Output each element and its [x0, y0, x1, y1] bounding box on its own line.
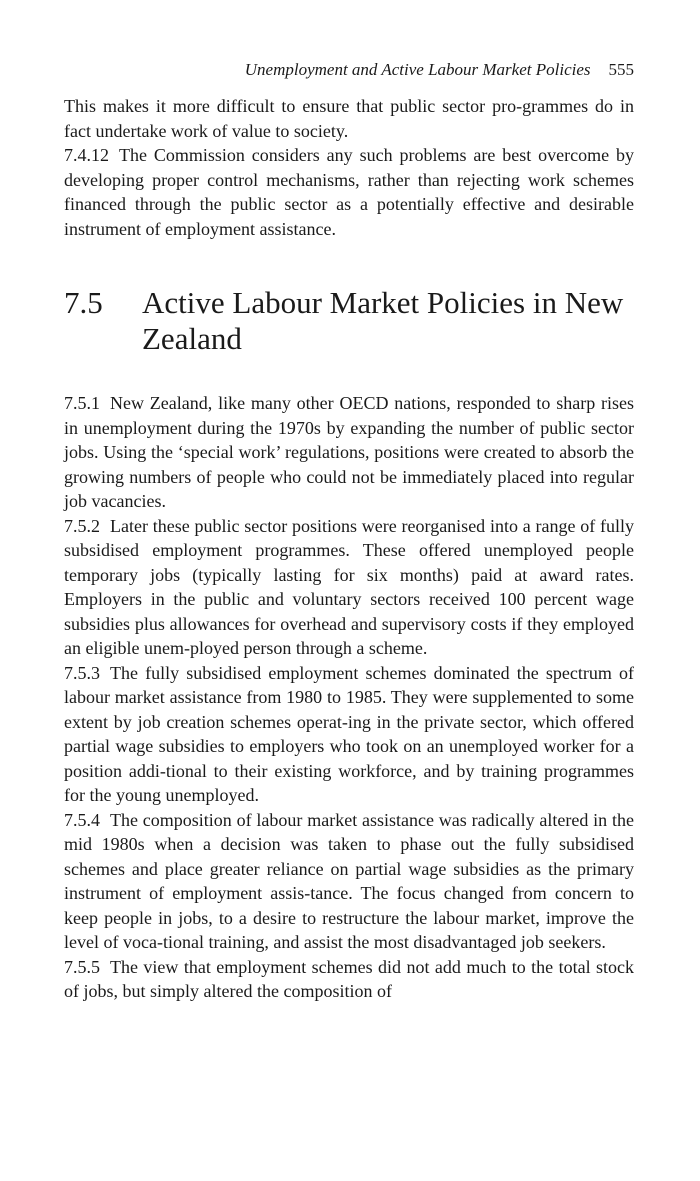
section-number: 7.5	[64, 285, 103, 320]
paragraph	[64, 391, 634, 514]
paragraph-text: The fully subsidised employment schemes dominated the spectrum of labour market assistance from 1980 to 1985. They were supplemented to some extent by job creation schemes operat-ing in the private sector, which offered partial wage subsidies to employers who took on an unemployed worker for a position addi-tional to their existing workforce, and by training programmes for the young unemployed.	[64, 662, 634, 805]
paragraph	[64, 955, 634, 1004]
paragraph-number: 7.5.4	[64, 809, 100, 830]
paragraph-text: Later these public sector positions were reorganised into a range of fully subsidised employment programmes. These offered unemployed people temporary jobs (typically lasting for six months) paid at award rates. Employers in the public and voluntary sectors received 100 percent wage subsidies plus allowances for overhead and supervisory costs if they employed an eligible unem-ployed person through a scheme.	[64, 515, 634, 658]
paragraph-text: This makes it more difficult to ensure that public sector pro-grammes do in fact undertake work of value to society.	[64, 96, 634, 141]
page-number: 555	[608, 60, 634, 79]
running-title: Unemployment and Active Labour Market Policies	[244, 60, 591, 79]
paragraph	[64, 808, 634, 955]
paragraph-text: The Commission considers any such problems are best overcome by developing proper control mechanisms, rather than rejecting work schemes financed through the public sector as a potentially effective and desirable instrument of employment assistance.	[64, 145, 634, 239]
section-title: Active Labour Market Policies in New Zealand	[142, 285, 624, 356]
paragraph	[64, 661, 634, 808]
paragraph	[64, 94, 634, 143]
running-header	[64, 58, 634, 82]
paragraph-number: 7.5.5	[64, 956, 100, 977]
paragraph-text: The composition of labour market assistance was radically altered in the mid 1980s when a decision was taken to phase out the fully subsidised schemes and place greater reliance on partial wage subsidies as the primary instrument of employment assis-tance. The focus changed from concern to keep people in jobs, to a desire to restructure the labour market, improve the level of voca-tional training, and assist the most disadvantaged job seekers.	[64, 809, 634, 952]
paragraph	[64, 143, 634, 241]
paragraph	[64, 514, 634, 661]
paragraph-number: 7.5.3	[64, 662, 100, 683]
paragraph-number: 7.5.1	[64, 393, 100, 413]
section-heading	[64, 285, 634, 357]
paragraph-number: 7.5.2	[64, 515, 100, 536]
book-page	[64, 58, 634, 1004]
paragraph-number: 7.4.12	[64, 145, 109, 165]
paragraph-text: New Zealand, like many other OECD nations, responded to sharp rises in unemployment during the 1970s by expanding the number of public sector jobs. Using the ‘special work’ regulations, positions were created to absorb the growing numbers of people who could not be immediately placed into regular job vacancies.	[64, 393, 634, 511]
paragraph-text: The view that employment schemes did not add much to the total stock of jobs, but simply altered the composition of	[64, 956, 634, 1001]
